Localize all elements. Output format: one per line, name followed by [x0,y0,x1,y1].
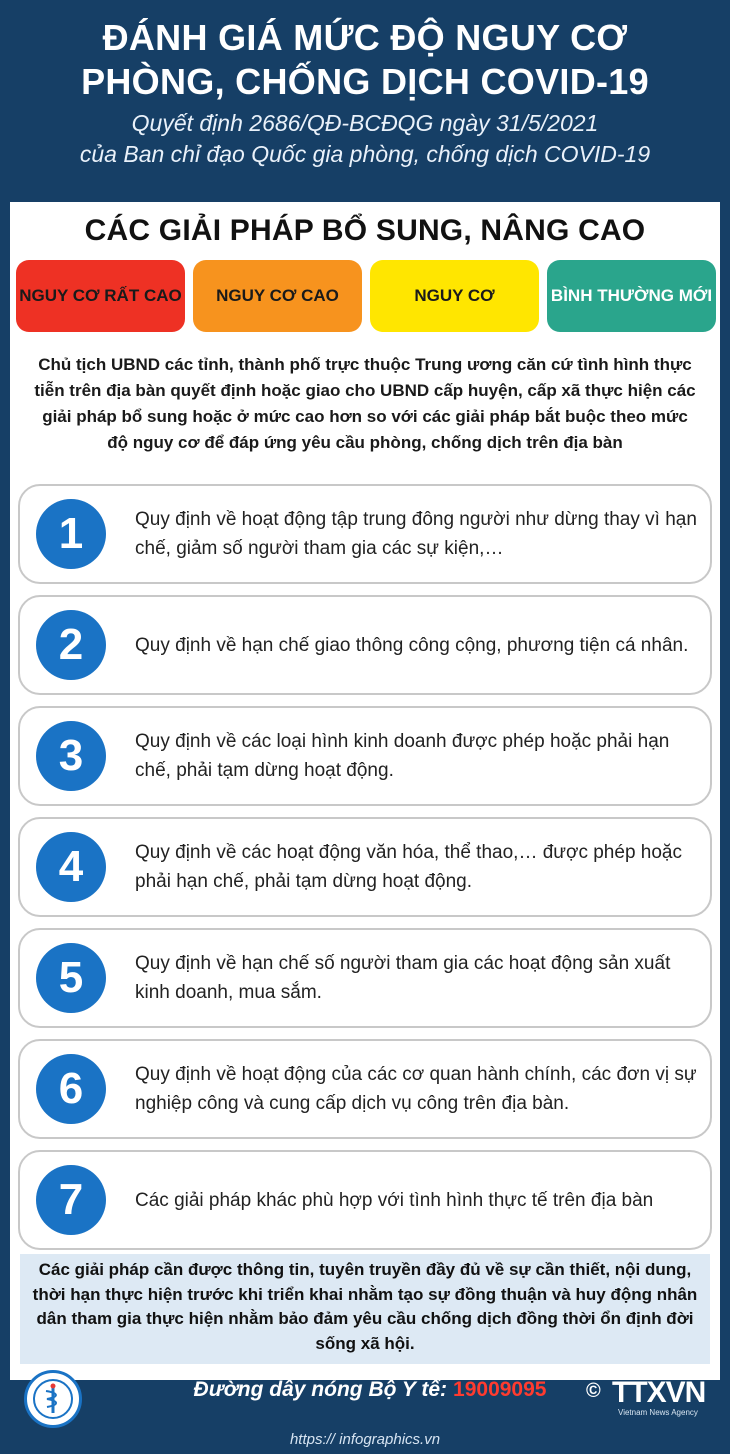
section-title: CÁC GIẢI PHÁP BỔ SUNG, NÂNG CAO [84,214,646,247]
list-item [18,1150,712,1250]
list-item [18,817,712,917]
list-item [18,1039,712,1139]
item-text: Quy định về các loại hình kinh doanh được phép hoặc phải hạn chế, phải tạm dừng hoạt động. [135,731,670,781]
level-very-high-risk: NGUY CƠ RẤT CAO [16,260,185,332]
list-item [18,484,712,584]
number-badge: 4 [36,832,106,902]
subtitle-line-1: Quyết định 2686/QĐ-BCĐQG ngày 31/5/2021 [131,110,599,136]
item-text: Các giải pháp khác phù hợp với tình hình thực tế trên địa bàn [135,1189,654,1211]
note-box: Các giải pháp cần được thông tin, tuyên truyền đầy đủ về sự cần thiết, nội dung, thời hạn thực hiện trước khi triển khai nhằm tạo sự đồng thuận và huy động nhân dân tham gia thực hiện nhằm bảo đảm yêu cầu chống dịch đồng thời ổn định đời sống xã hội. [20,1254,710,1364]
website-link[interactable]: https:// infographics.vn [289,1431,441,1448]
subtitle-line-2: của Ban chỉ đạo Quốc gia phòng, chống dịch COVID-19 [79,141,651,167]
copyright-symbol: © [586,1380,601,1402]
page-subtitle [0,108,730,170]
hotline-number[interactable]: 19009095 [453,1378,547,1401]
number-badge: 7 [36,1165,106,1235]
risk-levels [16,260,716,332]
content-panel [10,202,720,1380]
item-text: Quy định về hạn chế số người tham gia các hoạt động sản xuất kinh doanh, mua sắm. [135,953,671,1003]
hotline-label: Đường dây nóng Bộ Y tế: [193,1378,448,1401]
list-item [18,706,712,806]
title-line-2: PHÒNG, CHỐNG DỊCH COVID-19 [81,61,649,102]
item-text: Quy định về hạn chế giao thông công cộng, phương tiện cá nhân. [135,634,689,656]
level-risk: NGUY CƠ [370,260,539,332]
number-badge: 6 [36,1054,106,1124]
hotline [160,1378,580,1402]
number-badge: 2 [36,610,106,680]
header [0,0,730,200]
ttxvn-logo: TTXVN [612,1376,706,1409]
list-item [18,928,712,1028]
item-text: Quy định về các hoạt động văn hóa, thể thao,… được phép hoặc phải hạn chế, phải tạm dừng hoạt động. [135,842,682,892]
title-line-1: ĐÁNH GIÁ MỨC ĐỘ NGUY CƠ [102,17,628,58]
number-badge: 5 [36,943,106,1013]
item-text: Quy định về hoạt động tập trung đông người như dừng thay vì hạn chế, giảm số người tham gia các sự kiện,… [135,509,697,559]
ministry-of-health-logo-icon [24,1370,82,1428]
number-badge: 1 [36,499,106,569]
intro-text: Chủ tịch UBND các tỉnh, thành phố trực thuộc Trung ương căn cứ tình hình thực tiễn trên địa bàn quyết định hoặc giao cho UBND cấp huyện, cấp xã thực hiện các giải pháp bổ sung hoặc ở mức cao hơn so với các giải pháp bắt buộc theo mức độ nguy cơ để đáp ứng yêu cầu phòng, chống dịch trên địa bàn [34,355,696,452]
level-new-normal: BÌNH THƯỜNG MỚI [547,260,716,332]
ttxvn-subtitle: Vietnam News Agency [618,1408,698,1417]
page-title [0,0,730,104]
list-item [18,595,712,695]
item-text: Quy định về hoạt động của các cơ quan hành chính, các đơn vị sự nghiệp công và cung cấp dịch vụ công trên địa bàn. [135,1064,697,1114]
level-high-risk: NGUY CƠ CAO [193,260,362,332]
number-badge: 3 [36,721,106,791]
